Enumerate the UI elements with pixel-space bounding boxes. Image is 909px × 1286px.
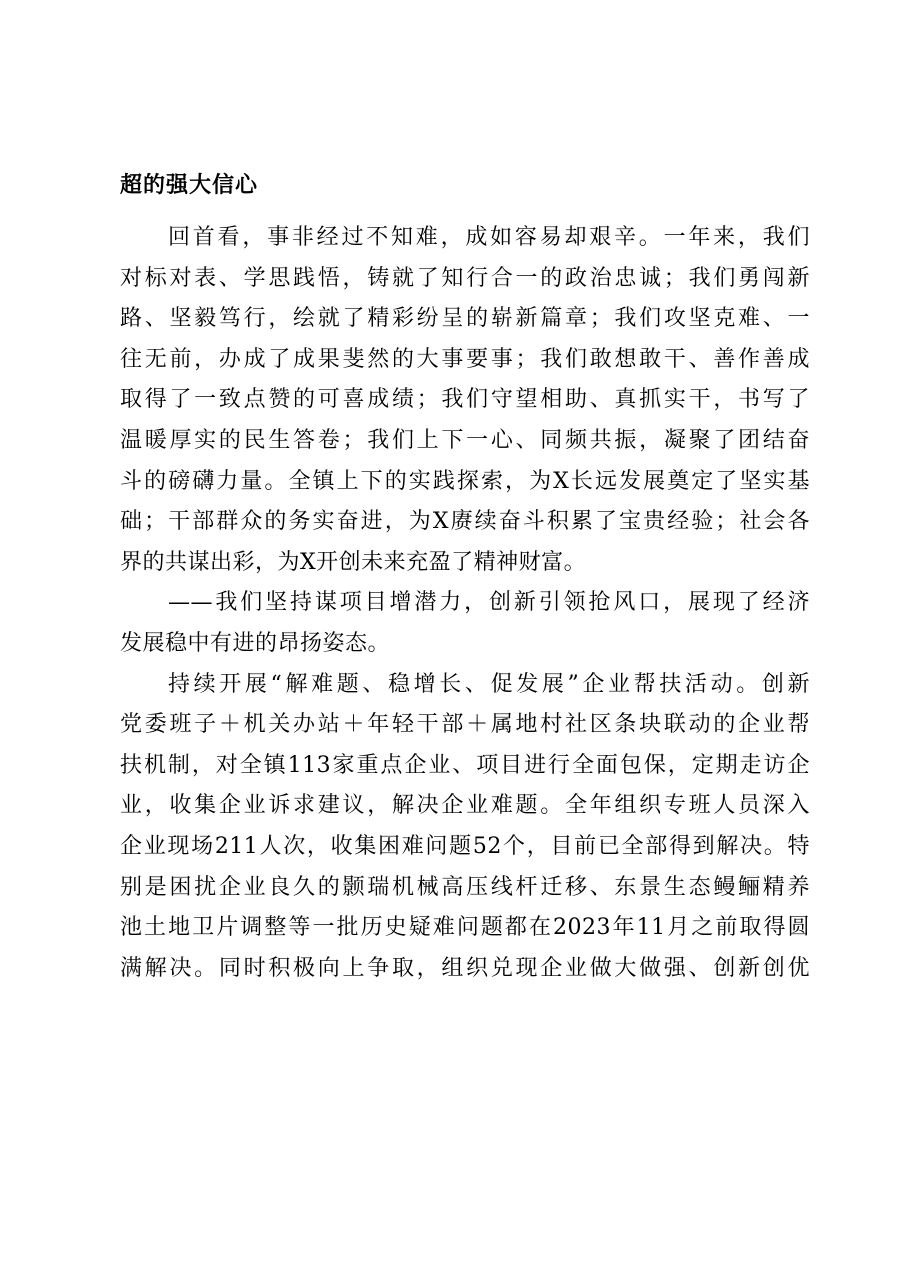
text-line: 满解决。同时积极向上争取，组织兑现企业做大做强、创新创优	[120, 955, 810, 981]
section-heading: 超的强大信心	[120, 173, 259, 198]
text-line: 持续开展“解难题、稳增长、促发展”企业帮扶活动。创新	[168, 671, 810, 697]
text-line: 扶机制，对全镇113家重点企业、项目进行全面包保，定期走访企	[120, 752, 810, 778]
document-body	[120, 218, 810, 989]
text-line: 对标对表、学思践悟，铸就了知行合一的政治忠诚；我们勇闯新	[120, 265, 810, 291]
text-line: 往无前，办成了成果斐然的大事要事；我们敢想敢干、善作善成	[120, 346, 810, 372]
text-line: ——我们坚持谋项目增潜力，创新引领抢风口，展现了经济	[168, 590, 810, 616]
text-line: 党委班子＋机关办站＋年轻干部＋属地村社区条块联动的企业帮	[120, 712, 810, 738]
text-line: 企业现场211人次，收集困难问题52个，目前已全部得到解决。特	[120, 833, 810, 859]
paragraph-review	[120, 218, 810, 583]
text-line: 斗的磅礴力量。全镇上下的实践探索，为X长远发展奠定了坚实基	[120, 468, 810, 494]
text-line: 界的共谋出彩，为X开创未来充盈了精神财富。	[120, 549, 587, 575]
text-line: 取得了一致点赞的可喜成绩；我们守望相助、真抓实干，书写了	[120, 387, 810, 413]
paragraph-enterprise-support	[120, 665, 810, 990]
text-line: 池土地卫片调整等一批历史疑难问题都在2023年11月之前取得圆	[120, 915, 810, 941]
text-line: 发展稳中有进的昂扬姿态。	[120, 630, 391, 656]
text-line: 温暖厚实的民生答卷；我们上下一心、同频共振，凝聚了团结奋	[120, 427, 810, 453]
text-line: 回首看，事非经过不知难，成如容易却艰辛。一年来，我们	[168, 225, 810, 250]
paragraph-economy-headline	[120, 583, 810, 664]
text-line: 别是困扰企业良久的颢瑞机械高压线杆迁移、东景生态鳗鲡精养	[120, 874, 810, 900]
text-line: 路、坚毅笃行，绘就了精彩纷呈的崭新篇章；我们攻坚克难、一	[120, 306, 810, 332]
text-line: 业，收集企业诉求建议，解决企业难题。全年组织专班人员深入	[120, 793, 810, 819]
text-line: 础；干部群众的务实奋进，为X赓续奋斗积累了宝贵经验；社会各	[120, 509, 810, 535]
